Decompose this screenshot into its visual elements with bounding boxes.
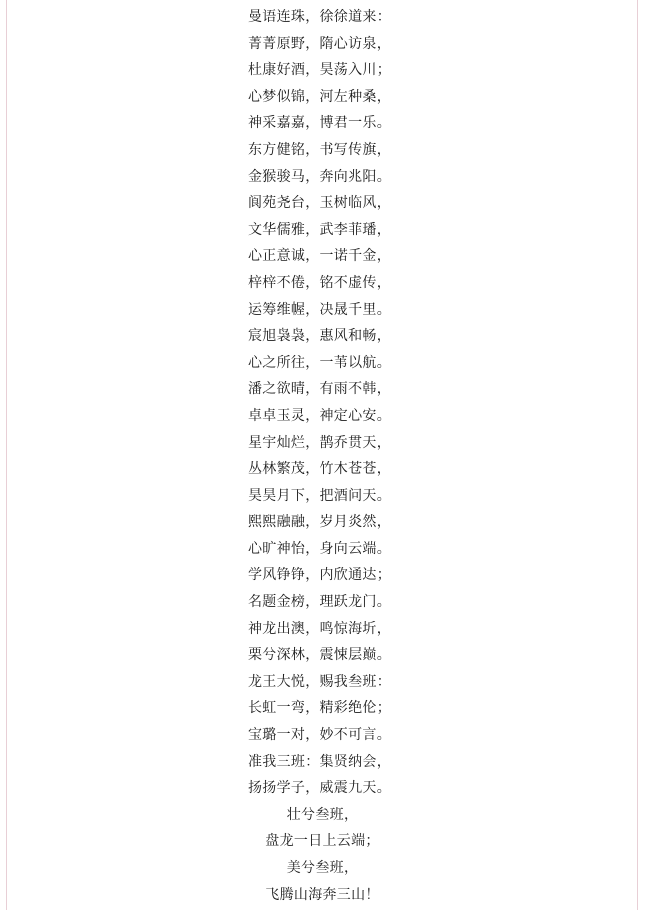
- poem-line: 曼语连珠，徐徐道来：: [248, 9, 391, 25]
- poem-line: 阆苑尧台，玉树临风，: [248, 195, 391, 212]
- poem-line: 梓梓不倦，铭不虚传，: [248, 274, 391, 291]
- poem-line: 准我三班：集贤纳会，: [248, 753, 391, 770]
- poem-line: 神龙出澳，鸣惊海圻，: [248, 620, 391, 637]
- poem-line: 菁菁原野，隋心访泉，: [248, 35, 391, 52]
- poem-line: 宝璐一对，妙不可言。: [248, 727, 391, 744]
- poem-line: 熙熙融融，岁月炎然，: [248, 514, 391, 531]
- poem-line: 神采嘉嘉，博君一乐。: [248, 115, 391, 132]
- poem-line: 卓卓玉灵，神定心安。: [248, 407, 391, 424]
- poem-closing-line: 壮兮叁班，: [286, 806, 359, 823]
- poem-line: 栗兮深林，震悚层巅。: [248, 647, 391, 664]
- poem-closing-line: 飞腾山海奔三山！: [265, 886, 380, 903]
- poem-line: 龙王大悦，赐我叁班：: [248, 673, 391, 690]
- poem-line: 心梦似锦，河左种桑，: [248, 88, 391, 105]
- poem-line: 杜康好酒，昊荡入川；: [248, 62, 391, 79]
- poem-line: 扬扬学子，威震九天。: [248, 780, 391, 797]
- poem-line: 昊昊月下，把酒问天。: [248, 487, 391, 504]
- poem-closing-line: 美兮叁班，: [286, 860, 359, 876]
- poem-line: 学风铮铮，内欣通达；: [248, 567, 391, 584]
- poem-line: 名题金榜，理跃龙门。: [248, 594, 391, 611]
- poem-line: 心旷神怡，身向云端。: [248, 540, 391, 557]
- poem-line: 丛林繁茂，竹木苍苍，: [248, 461, 391, 478]
- poem-line: 心正意诚，一诺千金，: [248, 248, 391, 265]
- poem-line: 星宇灿烂，鹊乔贯天，: [248, 434, 391, 451]
- poem-line: 潘之欲晴，有雨不韩，: [248, 381, 391, 398]
- poem-line: 长虹一弯，精彩绝伦；: [248, 700, 391, 717]
- poem-line: 文华儒雅，武李菲璠，: [248, 221, 391, 238]
- poem-line: 心之所往，一苇以航。: [248, 354, 391, 371]
- poem-line: 东方健铭，书写传旗，: [248, 141, 391, 158]
- poem-text: [0, 4, 645, 908]
- poem-line: 金猴骏马，奔向兆阳。: [248, 168, 391, 185]
- poem-closing-line: 盘龙一日上云端；: [265, 833, 380, 850]
- poem-line: 宸旭袅袅，惠风和畅，: [248, 328, 391, 345]
- poem-line: 运筹维幄，决晟千里。: [248, 301, 391, 318]
